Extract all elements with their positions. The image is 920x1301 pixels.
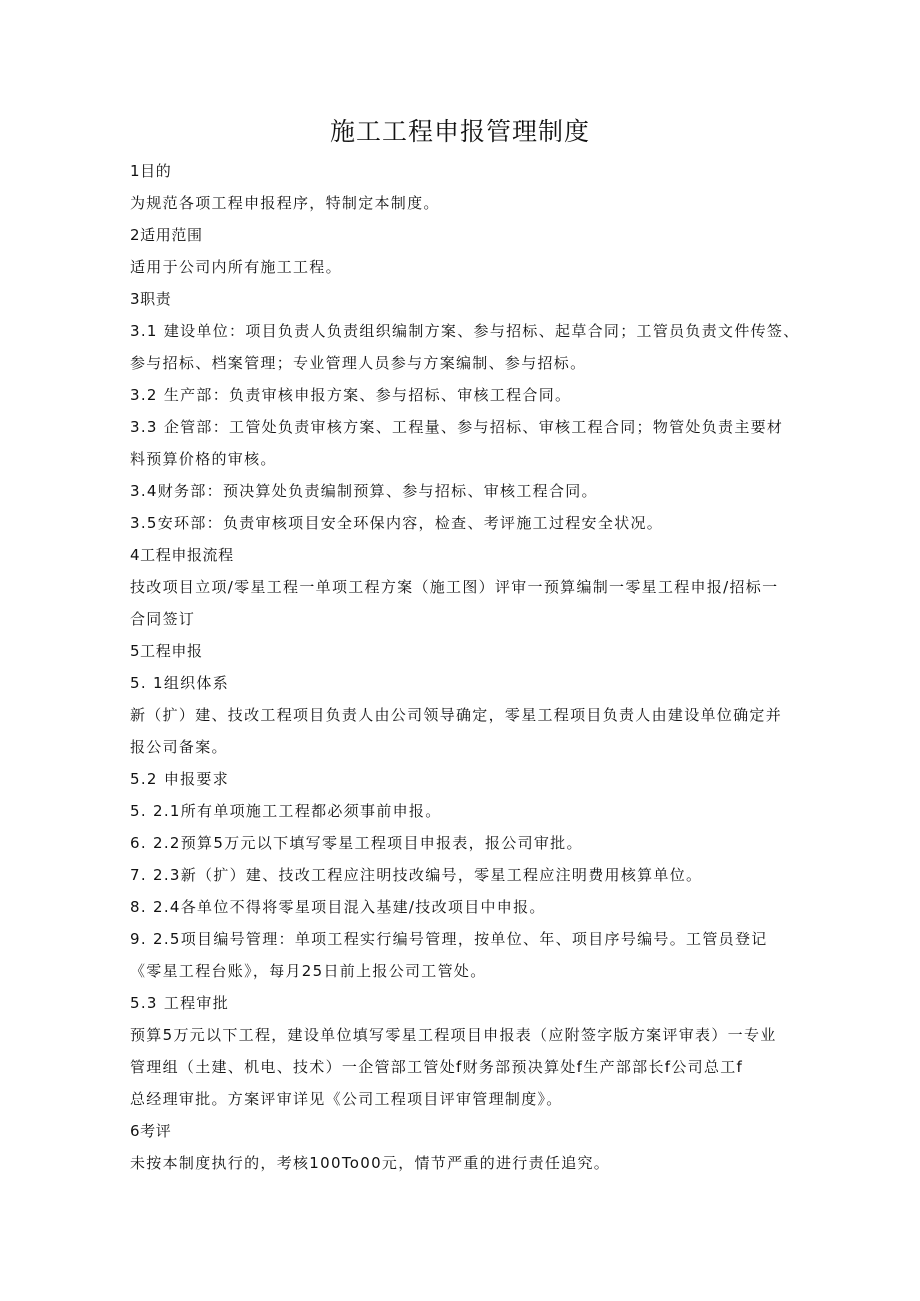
paragraph-line: 《零星工程台账》，每月25日前上报公司工管处。 bbox=[130, 962, 487, 980]
paragraph-line: 3.1 建设单位：项目负责人负责组织编制方案、参与招标、起草合同；工管员负责文件传签、 bbox=[130, 322, 800, 340]
paragraph-line: 3.4财务部：预决算处负责编制预算、参与招标、审核工程合同。 bbox=[130, 482, 598, 500]
paragraph-line: 3.2 生产部：负责审核申报方案、参与招标、审核工程合同。 bbox=[130, 386, 572, 404]
list-item: 6. 2.2预算5万元以下填写零星工程项目申报表，报公司审批。 bbox=[130, 834, 583, 852]
paragraph-line: 料预算价格的审核。 bbox=[130, 450, 277, 468]
list-item: 7. 2.3新（扩）建、技改工程应注明技改编号，零星工程应注明费用核算单位。 bbox=[130, 866, 703, 884]
list-item: 8. 2.4各单位不得将零星项目混入基建/技改项目中申报。 bbox=[130, 898, 546, 916]
subheading-line: 5.2 申报要求 bbox=[130, 770, 230, 788]
paragraph-line: 适用于公司内所有施工工程。 bbox=[130, 258, 342, 276]
document-title: 施工工程申报管理制度 bbox=[329, 117, 590, 146]
subheading-line: 5.3 工程审批 bbox=[130, 994, 230, 1012]
paragraph-line: 预算5万元以下工程，建设单位填写零星工程项目申报表（应附签字版方案评审表）一专业 bbox=[130, 1026, 777, 1044]
paragraph-line: 合同签订 bbox=[130, 610, 196, 628]
paragraph-line: 报公司备案。 bbox=[130, 738, 228, 756]
paragraph-line: 为规范各项工程申报程序，特制定本制度。 bbox=[130, 194, 440, 212]
paragraph-line: 3.5安环部：负责审核项目安全环保内容，检查、考评施工过程安全状况。 bbox=[130, 514, 664, 532]
heading-evaluation: 6考评 bbox=[130, 1122, 172, 1140]
heading-scope: 2适用范围 bbox=[130, 226, 203, 244]
heading-declaration: 5工程申报 bbox=[130, 642, 203, 660]
heading-process: 4工程申报流程 bbox=[130, 546, 234, 564]
list-item: 5. 2.1所有单项施工工程都必须事前申报。 bbox=[130, 802, 442, 820]
paragraph-line: 总经理审批。方案评审详见《公司工程项目评审管理制度》。 bbox=[130, 1090, 563, 1108]
paragraph-line: 管理组（土建、机电、技术）一企管部工管处f财务部预决算处f生产部部长f公司总工f bbox=[130, 1058, 744, 1076]
paragraph-line: 技改项目立项/零星工程一单项工程方案（施工图）评审一预算编制一零星工程申报/招标一 bbox=[130, 578, 779, 596]
heading-purpose: 1目的 bbox=[130, 162, 172, 180]
paragraph-line: 新（扩）建、技改工程项目负责人由公司领导确定，零星工程项目负责人由建设单位确定并 bbox=[130, 706, 783, 724]
paragraph-line: 未按本制度执行的，考核100To00元，情节严重的进行责任追究。 bbox=[130, 1154, 611, 1172]
paragraph-line: 3.3 企管部：工管处负责审核方案、工程量、参与招标、审核工程合同；物管处负责主要材 bbox=[130, 418, 784, 436]
paragraph-line: 参与招标、档案管理；专业管理人员参与方案编制、参与招标。 bbox=[130, 354, 587, 372]
subheading-line: 5. 1组织体系 bbox=[130, 674, 230, 692]
list-item: 9. 2.5项目编号管理：单项工程实行编号管理，按单位、年、项目序号编号。工管员登记 bbox=[130, 930, 768, 948]
heading-responsibilities: 3职责 bbox=[130, 290, 172, 308]
